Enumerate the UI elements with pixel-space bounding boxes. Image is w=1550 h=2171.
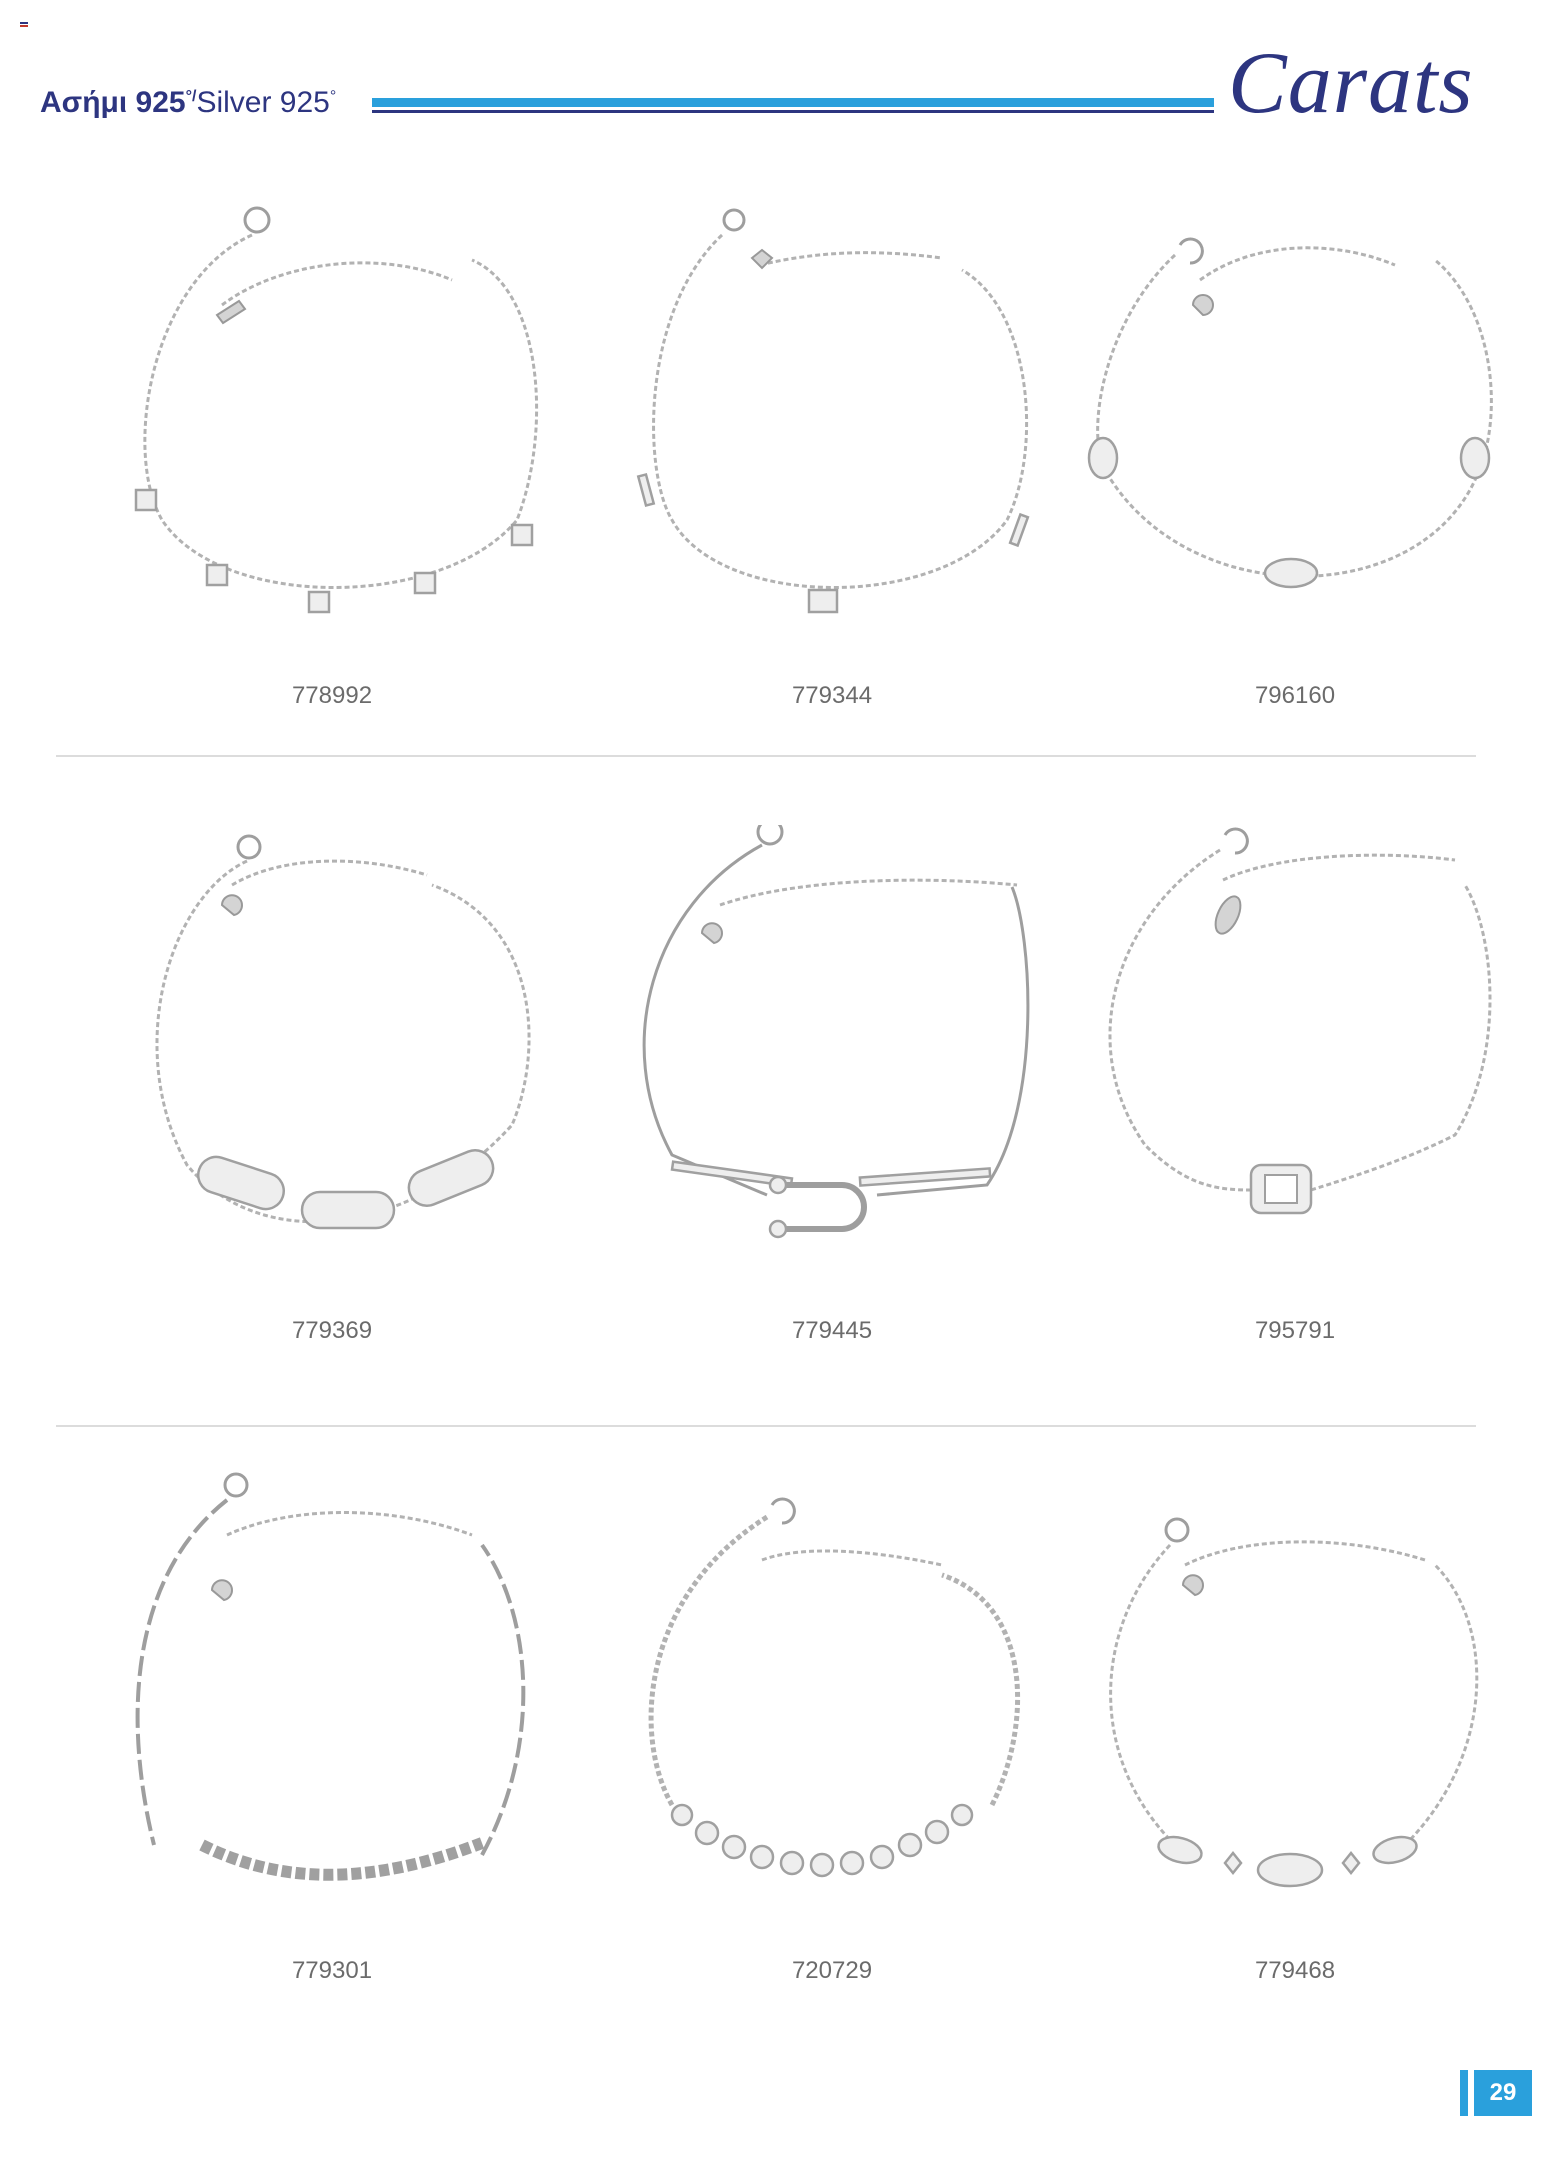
- product-code: 779369: [291, 1317, 373, 1344]
- page-number: 29: [1474, 2070, 1532, 2116]
- bracelet-image: [112, 190, 552, 670]
- bracelet-image: [1075, 1465, 1515, 1945]
- header-rule: [372, 98, 1214, 113]
- bracelet-image: [612, 190, 1052, 670]
- page-number-tag: [1460, 2070, 1532, 2116]
- product-code: 795791: [1254, 1317, 1336, 1344]
- corner-flag-mark: [20, 22, 28, 27]
- row-divider: [56, 755, 1476, 757]
- product-code: 778992: [291, 682, 373, 709]
- product-card[interactable]: [1075, 825, 1515, 1344]
- product-card[interactable]: [612, 825, 1052, 1344]
- bracelet-image: [612, 825, 1052, 1305]
- title-degree: °/: [185, 88, 197, 105]
- product-card[interactable]: [1075, 1465, 1515, 1984]
- product-code: 779301: [291, 1957, 373, 1984]
- bracelet-image: [612, 1465, 1052, 1945]
- product-code: 796160: [1254, 682, 1336, 709]
- product-code: 779445: [791, 1317, 873, 1344]
- title-english-degree: °: [329, 88, 337, 105]
- product-card[interactable]: [112, 1465, 552, 1984]
- bracelet-image: [112, 1465, 552, 1945]
- product-card[interactable]: [112, 190, 552, 709]
- product-card[interactable]: [612, 1465, 1052, 1984]
- product-code: 720729: [791, 1957, 873, 1984]
- product-code: 779468: [1254, 1957, 1336, 1984]
- title-english: Silver 925: [196, 86, 330, 119]
- bracelet-image: [112, 825, 552, 1305]
- bracelet-image: [1075, 825, 1515, 1305]
- brand-logo: Carats: [1228, 35, 1474, 132]
- product-card[interactable]: [612, 190, 1052, 709]
- section-title: [40, 86, 336, 120]
- product-code: 779344: [791, 682, 873, 709]
- bracelet-image: [1075, 190, 1515, 670]
- row-divider: [56, 1425, 1476, 1427]
- title-greek: Ασήμι 925: [40, 86, 186, 119]
- product-card[interactable]: [112, 825, 552, 1344]
- product-card[interactable]: [1075, 190, 1515, 709]
